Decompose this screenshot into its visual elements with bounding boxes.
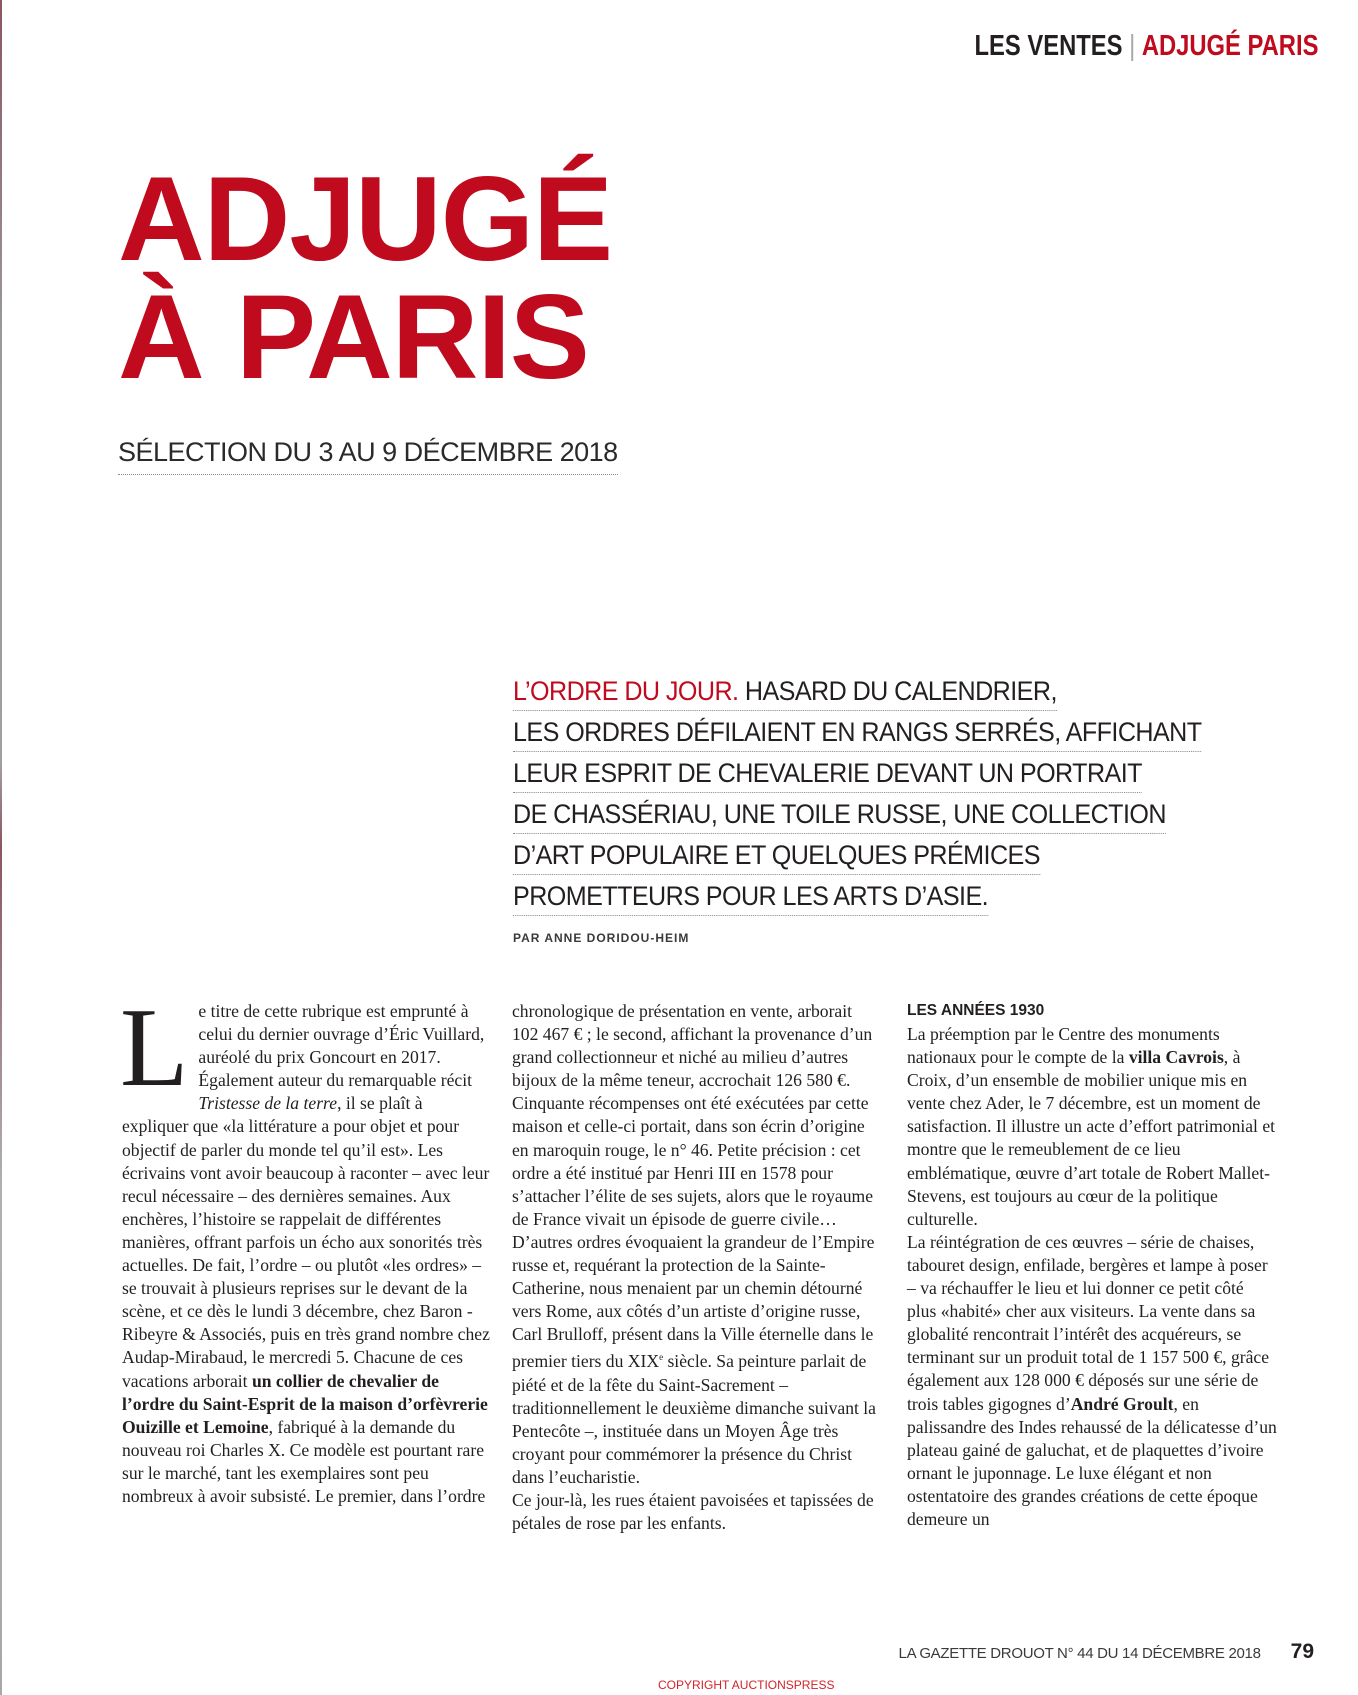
- section-topic: ADJUGÉ PARIS: [1141, 30, 1318, 62]
- page-footer: [899, 1640, 1314, 1664]
- body-text: , fabriqué à la demande du nouveau roi Charles X. Ce modèle est pourtant rare sur le marché, tant les exemplaires sont peu nombreux à avoir subsisté. Le premier, dans l’ordre: [122, 1416, 486, 1506]
- book-title: Tristesse de la terre: [198, 1093, 338, 1114]
- section-label: LES VENTES: [974, 30, 1123, 62]
- body-text: , il se plaît à expliquer que «la littérature a pour objet et pour objectif de parler du monde tel qu’il est». Les écrivains vont avoir beaucoup à raconter – avec leur recul nécessaire – des dernières semaines. Aux enchères, l’histoire se rappelait de différentes manières, offrant parfois un écho aux sonorités très actuelles. De fait, l’ordre – ou plutôt «les ordres» – se trouvait à plusieurs reprises sur le devant de la scène, et ce dès le lundi 3 décembre, chez Baron - Ribeyre & Associés, puis en très grand nombre chez Audap-Mirabaud, le mercredi 5. Chacune de ces vacations arborait: [122, 1093, 490, 1391]
- lead-kicker: L’ORDRE DU JOUR.: [513, 676, 739, 706]
- title-line-1: ADJUGÉ: [118, 152, 613, 286]
- article-paragraph: [512, 1000, 882, 1489]
- page-subtitle: SÉLECTION DU 3 AU 9 DÉCEMBRE 2018: [118, 437, 618, 475]
- body-text: siècle. Sa peinture parlait de piété et de la fête du Saint-Sacrement – traditionnellement le deuxième dimanche suivant la Pentecôte –, instituée dans un Moyen Âge très croyant pour commémorer la présence du Christ dans l’eucharistie.: [512, 1351, 876, 1487]
- lead-line: [513, 670, 1057, 711]
- page-number: 79: [1290, 1640, 1314, 1663]
- section-separator: |: [1128, 30, 1135, 62]
- lead-line: LEUR ESPRIT DE CHEVALERIE DEVANT UN PORTRAIT: [513, 752, 1142, 793]
- article-paragraph: [907, 1023, 1277, 1231]
- superscript: e: [659, 1352, 664, 1363]
- section-header: [974, 30, 1318, 63]
- title-line-2: À PARIS: [118, 270, 589, 404]
- lead-paragraph: [513, 670, 1313, 916]
- article-paragraph: [907, 1231, 1277, 1531]
- lead-line-text: HASARD DU CALENDRIER,: [738, 676, 1057, 706]
- author-byline: PAR ANNE DORIDOU-HEIM: [513, 931, 690, 945]
- lead-line: PROMETTEURS POUR LES ARTS D’ASIE.: [513, 875, 988, 916]
- highlighted-name: villa Cavrois: [1128, 1047, 1224, 1068]
- page-spine-edge: [0, 0, 2, 1695]
- article-column-1: [120, 986, 492, 1508]
- drop-cap: L: [120, 986, 189, 1110]
- article-paragraph: [120, 986, 492, 1508]
- article-column-2: [512, 1000, 882, 1535]
- body-text: , en palissandre des Indes rehaussé de la délicatesse d’un plateau gainé de galuchat, et de plaquettes d’ivoire ornant le juponnage. Le luxe élégant et non ostentatoire des grandes créations de cette époque demeure un: [907, 1393, 1277, 1529]
- section-subheading: LES ANNÉES 1930: [907, 1002, 1045, 1019]
- copyright-notice: COPYRIGHT AUCTIONSPRESS: [658, 1678, 835, 1692]
- publication-info: LA GAZETTE DROUOT N° 44 DU 14 DÉCEMBRE 2018: [898, 1645, 1261, 1662]
- page-title: [118, 152, 613, 404]
- lead-line: LES ORDRES DÉFILAIENT EN RANGS SERRÉS, AFFICHANT: [513, 711, 1202, 752]
- body-text: chronologique de présentation en vente, arborait 102 467 € ; le second, affichant la provenance d’un grand collectionneur et niché au milieu d’autres bijoux de la même teneur, accrochait 126 580 €. Cinquante récompenses ont été exécutées par cette maison et celle-ci portait, dans son écrin d’origine en maroquin rouge, le n° 46. Petite précision : cet ordre a été institué par Henri III en 1578 pour s’attacher l’élite de ses sujets, alors que le royaume de France vivait un épisode de guerre civile… D’autres ordres évoquaient la grandeur de l’Empire russe et, requérant la protection de la Sainte-Catherine, nous menaient par un chemin détourné vers Rome, aux côtés d’un artiste d’origine russe, Carl Brulloff, présent dans la Ville éternelle dans le premier tiers du XIX: [512, 1001, 875, 1372]
- highlighted-name: André Groult: [1070, 1393, 1174, 1414]
- article-paragraph: Ce jour-là, les rues étaient pavoisées et tapissées de pétales de rose par les enfants.: [512, 1489, 874, 1534]
- body-text: La préemption par le Centre des monuments nationaux pour le compte de la: [907, 1024, 1220, 1068]
- body-text: e titre de cette rubrique est emprunté à celui du dernier ouvrage d’Éric Vuillard, auréolé du prix Goncourt en 2017. Également auteur du remarquable récit: [198, 1001, 485, 1091]
- lead-line: DE CHASSÉRIAU, UNE TOILE RUSSE, UNE COLLECTION: [513, 793, 1166, 834]
- body-text: La réintégration de ces œuvres – série de chaises, tabouret design, enfilade, bergères et lampe à poser – va réchauffer le lieu et lui donner ce petit côté plus «habité» cher aux visiteurs. La vente dans sa globalité rencontrait l’intérêt des acquéreurs, se terminant sur un produit total de 1 157 500 €, grâce également aux 128 000 € déposés sur une série de trois tables gigognes d’: [907, 1231, 1270, 1414]
- lead-line: D’ART POPULAIRE ET QUELQUES PRÉMICES: [513, 834, 1040, 875]
- article-column-3: [907, 1000, 1277, 1531]
- body-text: , à Croix, d’un ensemble de mobilier unique mis en vente chez Ader, le 7 décembre, est un moment de satisfaction. Il illustre un acte d’effort patrimonial et montre que le remeublement de ce lieu emblématique, œuvre d’art totale de Robert Mallet-Stevens, est toujours au cœur de la politique culturelle.: [907, 1047, 1276, 1229]
- highlighted-lot: un collier de chevalier de l’ordre du Saint-Esprit de la maison d’orfèvrerie Ouizille et Lemoine: [122, 1370, 488, 1437]
